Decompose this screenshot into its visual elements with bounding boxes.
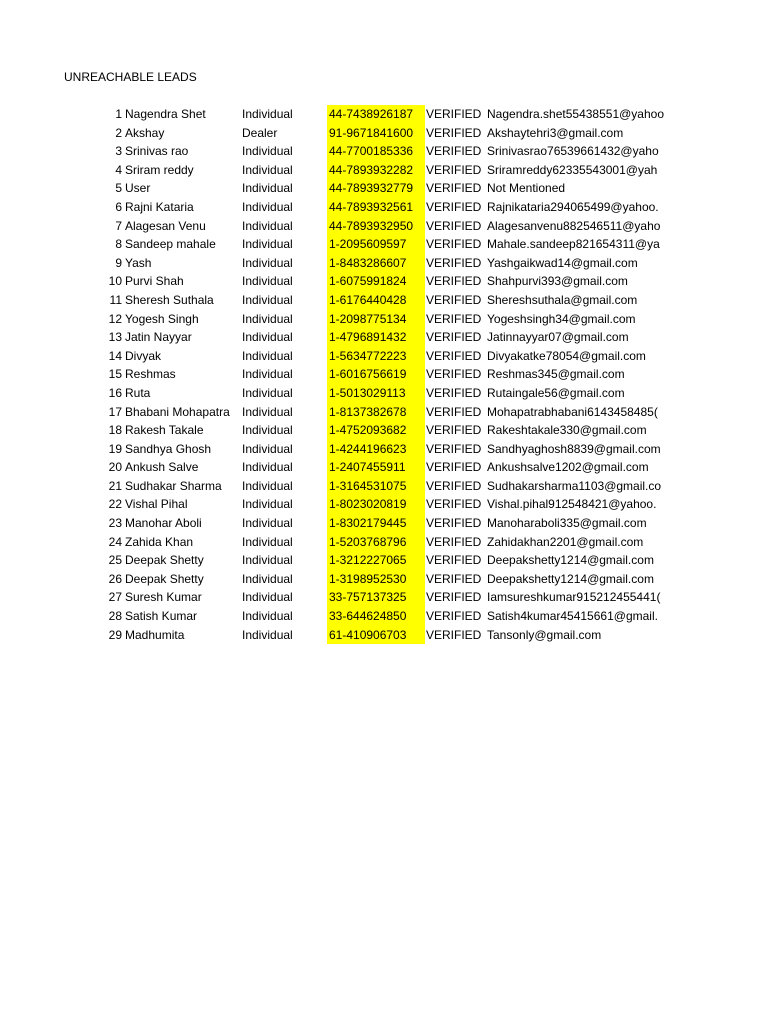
lead-phone: 1-6176440428 xyxy=(327,291,425,310)
lead-email: Rakeshtakale330@gmail.com xyxy=(487,423,647,438)
row-number: 14 xyxy=(108,348,122,363)
table-row xyxy=(0,365,768,384)
lead-name: Divyak xyxy=(125,348,162,363)
row-number: 2 xyxy=(115,125,122,140)
lead-phone: 1-4244196623 xyxy=(327,440,425,459)
row-number: 4 xyxy=(115,162,122,177)
lead-type: Individual xyxy=(242,534,293,549)
lead-email: Iamsureshkumar915212455441( xyxy=(487,590,661,605)
lead-email: Alagesanvenu882546511@yaho xyxy=(487,218,661,233)
lead-phone: 1-8137382678 xyxy=(327,403,425,422)
lead-name: Manohar Aboli xyxy=(125,516,202,531)
lead-status: VERIFIED xyxy=(426,162,482,177)
lead-name: Sriram reddy xyxy=(125,162,194,177)
lead-name: Ankush Salve xyxy=(125,460,199,475)
table-row xyxy=(0,570,768,589)
table-row xyxy=(0,124,768,143)
table-row xyxy=(0,254,768,273)
lead-email: Tansonly@gmail.com xyxy=(487,627,602,642)
lead-name: Jatin Nayyar xyxy=(125,330,192,345)
table-row xyxy=(0,551,768,570)
lead-name: Sandeep mahale xyxy=(125,237,216,252)
lead-type: Individual xyxy=(242,627,293,642)
lead-phone: 1-3212227065 xyxy=(327,551,425,570)
lead-status: VERIFIED xyxy=(426,571,482,586)
lead-email: Srinivasrao76539661432@yaho xyxy=(487,144,659,159)
lead-name: Rakesh Takale xyxy=(125,423,204,438)
lead-status: VERIFIED xyxy=(426,218,482,233)
lead-status: VERIFIED xyxy=(426,107,482,121)
lead-phone: 33-644624850 xyxy=(327,607,425,626)
lead-type: Individual xyxy=(242,385,293,400)
lead-email: Not Mentioned xyxy=(487,181,566,196)
row-number: 8 xyxy=(115,237,122,252)
row-number: 17 xyxy=(108,404,122,419)
lead-type: Individual xyxy=(242,348,293,363)
lead-name: Vishal Pihal xyxy=(125,497,188,512)
table-row xyxy=(0,440,768,459)
lead-email: Divyakatke78054@gmail.com xyxy=(487,348,646,363)
table-row xyxy=(0,607,768,626)
table-row xyxy=(0,198,768,217)
lead-name: Satish Kumar xyxy=(125,609,198,624)
lead-status: VERIFIED xyxy=(426,497,482,512)
lead-email: Manoharaboli335@gmail.com xyxy=(487,516,647,531)
lead-name: Nagendra Shet xyxy=(125,107,206,121)
row-number: 15 xyxy=(108,367,122,382)
lead-status: VERIFIED xyxy=(426,478,482,493)
lead-phone: 1-5013029113 xyxy=(327,384,425,403)
lead-email: Akshaytehri3@gmail.com xyxy=(487,125,624,140)
lead-type: Individual xyxy=(242,274,293,289)
lead-status: VERIFIED xyxy=(426,441,482,456)
lead-status: VERIFIED xyxy=(426,460,482,475)
lead-email: Mohapatrabhabani6143458485( xyxy=(487,404,658,419)
table-row xyxy=(0,161,768,180)
lead-status: VERIFIED xyxy=(426,292,482,307)
table-row xyxy=(0,626,768,645)
table-row xyxy=(0,142,768,161)
lead-email: Rutaingale56@gmail.com xyxy=(487,385,625,400)
row-number: 1 xyxy=(115,107,122,121)
lead-phone: 1-2407455911 xyxy=(327,458,425,477)
lead-type: Individual xyxy=(242,516,293,531)
lead-type: Individual xyxy=(242,404,293,419)
lead-phone: 1-5203768796 xyxy=(327,533,425,552)
lead-status: VERIFIED xyxy=(426,330,482,345)
lead-status: VERIFIED xyxy=(426,237,482,252)
table-row xyxy=(0,514,768,533)
lead-status: VERIFIED xyxy=(426,181,482,196)
row-number: 22 xyxy=(108,497,122,512)
row-number: 5 xyxy=(115,181,122,196)
lead-name: Ruta xyxy=(125,385,151,400)
lead-email: Nagendra.shet55438551@yahoo xyxy=(487,107,664,121)
lead-email: Yashgaikwad14@gmail.com xyxy=(487,255,638,270)
lead-email: Sriramreddy62335543001@yah xyxy=(487,162,658,177)
lead-type: Dealer xyxy=(242,125,278,140)
lead-email: Reshmas345@gmail.com xyxy=(487,367,625,382)
lead-name: User xyxy=(125,181,151,196)
lead-name: Purvi Shah xyxy=(125,274,184,289)
lead-type: Individual xyxy=(242,107,293,121)
lead-email: Deepakshetty1214@gmail.com xyxy=(487,571,654,586)
table-row xyxy=(0,495,768,514)
row-number: 6 xyxy=(115,199,122,214)
lead-phone: 1-8302179445 xyxy=(327,514,425,533)
lead-email: Shahpurvi393@gmail.com xyxy=(487,274,628,289)
lead-type: Individual xyxy=(242,311,293,326)
lead-email: Sandhyaghosh8839@gmail.com xyxy=(487,441,661,456)
lead-type: Individual xyxy=(242,144,293,159)
lead-phone: 1-2095609597 xyxy=(327,235,425,254)
lead-phone: 61-410906703 xyxy=(327,626,425,645)
lead-type: Individual xyxy=(242,181,293,196)
lead-name: Reshmas xyxy=(125,367,176,382)
leads-table xyxy=(0,105,768,644)
lead-type: Individual xyxy=(242,460,293,475)
table-row xyxy=(0,533,768,552)
lead-status: VERIFIED xyxy=(426,255,482,270)
lead-type: Individual xyxy=(242,478,293,493)
lead-status: VERIFIED xyxy=(426,348,482,363)
lead-status: VERIFIED xyxy=(426,423,482,438)
table-row xyxy=(0,458,768,477)
table-row xyxy=(0,217,768,236)
lead-status: VERIFIED xyxy=(426,404,482,419)
row-number: 12 xyxy=(108,311,122,326)
lead-email: Mahale.sandeep821654311@ya xyxy=(487,237,660,252)
row-number: 10 xyxy=(108,274,122,289)
lead-name: Deepak Shetty xyxy=(125,553,204,568)
lead-name: Zahida Khan xyxy=(125,534,194,549)
row-number: 27 xyxy=(108,590,122,605)
lead-name: Sudhakar Sharma xyxy=(125,478,222,493)
lead-status: VERIFIED xyxy=(426,274,482,289)
lead-name: Deepak Shetty xyxy=(125,571,204,586)
lead-status: VERIFIED xyxy=(426,516,482,531)
row-number: 23 xyxy=(108,516,122,531)
lead-type: Individual xyxy=(242,423,293,438)
lead-phone: 1-3198952530 xyxy=(327,570,425,589)
lead-phone: 1-6016756619 xyxy=(327,365,425,384)
lead-email: Vishal.pihal912548421@yahoo. xyxy=(487,497,657,512)
lead-email: Zahidakhan2201@gmail.com xyxy=(487,534,644,549)
row-number: 19 xyxy=(108,441,122,456)
lead-type: Individual xyxy=(242,292,293,307)
lead-status: VERIFIED xyxy=(426,144,482,159)
lead-status: VERIFIED xyxy=(426,609,482,624)
table-row xyxy=(0,477,768,496)
lead-email: Yogeshsingh34@gmail.com xyxy=(487,311,636,326)
lead-phone: 1-3164531075 xyxy=(327,477,425,496)
sheet-title: UNREACHABLE LEADS xyxy=(64,70,197,84)
lead-phone: 1-8483286607 xyxy=(327,254,425,273)
lead-name: Akshay xyxy=(125,125,165,140)
row-number: 13 xyxy=(108,330,122,345)
lead-phone: 91-9671841600 xyxy=(327,124,425,143)
lead-type: Individual xyxy=(242,571,293,586)
row-number: 11 xyxy=(109,292,122,307)
lead-name: Bhabani Mohapatra xyxy=(125,404,230,419)
row-number: 24 xyxy=(108,534,122,549)
lead-name: Sheresh Suthala xyxy=(125,292,214,307)
lead-status: VERIFIED xyxy=(426,199,482,214)
lead-phone: 1-4796891432 xyxy=(327,328,425,347)
lead-phone: 1-6075991824 xyxy=(327,272,425,291)
lead-type: Individual xyxy=(242,199,293,214)
row-number: 7 xyxy=(115,218,122,233)
lead-email: Satish4kumar45415661@gmail. xyxy=(487,609,658,624)
lead-name: Srinivas rao xyxy=(125,144,189,159)
lead-type: Individual xyxy=(242,609,293,624)
lead-type: Individual xyxy=(242,590,293,605)
lead-type: Individual xyxy=(242,553,293,568)
lead-phone: 33-757137325 xyxy=(327,588,425,607)
row-number: 21 xyxy=(108,478,122,493)
row-number: 25 xyxy=(108,553,122,568)
lead-status: VERIFIED xyxy=(426,590,482,605)
row-number: 18 xyxy=(108,423,122,438)
lead-status: VERIFIED xyxy=(426,534,482,549)
lead-type: Individual xyxy=(242,441,293,456)
lead-phone: 44-7893932561 xyxy=(327,198,425,217)
lead-email: Ankushsalve1202@gmail.com xyxy=(487,460,649,475)
row-number: 20 xyxy=(108,460,122,475)
lead-phone: 1-4752093682 xyxy=(327,421,425,440)
lead-type: Individual xyxy=(242,367,293,382)
lead-type: Individual xyxy=(242,162,293,177)
lead-name: Madhumita xyxy=(125,627,185,642)
table-row xyxy=(0,105,768,124)
lead-name: Sandhya Ghosh xyxy=(125,441,212,456)
lead-type: Individual xyxy=(242,497,293,512)
lead-name: Yash xyxy=(125,255,152,270)
table-row xyxy=(0,235,768,254)
table-row xyxy=(0,291,768,310)
lead-status: VERIFIED xyxy=(426,125,482,140)
lead-type: Individual xyxy=(242,218,293,233)
table-row xyxy=(0,421,768,440)
row-number: 16 xyxy=(108,385,122,400)
lead-email: Jatinnayyar07@gmail.com xyxy=(487,330,629,345)
lead-phone: 1-5634772223 xyxy=(327,347,425,366)
lead-email: Deepakshetty1214@gmail.com xyxy=(487,553,654,568)
lead-name: Rajni Kataria xyxy=(125,199,194,214)
lead-name: Suresh Kumar xyxy=(125,590,202,605)
row-number: 29 xyxy=(108,627,122,642)
row-number: 28 xyxy=(108,609,122,624)
table-row xyxy=(0,347,768,366)
lead-status: VERIFIED xyxy=(426,627,482,642)
lead-phone: 44-7893932282 xyxy=(327,161,425,180)
lead-phone: 1-2098775134 xyxy=(327,310,425,329)
lead-type: Individual xyxy=(242,255,293,270)
lead-name: Yogesh Singh xyxy=(125,311,199,326)
row-number: 3 xyxy=(115,144,122,159)
lead-status: VERIFIED xyxy=(426,311,482,326)
table-row xyxy=(0,179,768,198)
lead-status: VERIFIED xyxy=(426,553,482,568)
lead-type: Individual xyxy=(242,237,293,252)
table-row xyxy=(0,310,768,329)
table-row xyxy=(0,588,768,607)
table-row xyxy=(0,272,768,291)
lead-phone: 44-7893932779 xyxy=(327,179,425,198)
row-number: 26 xyxy=(108,571,122,586)
row-number: 9 xyxy=(115,255,122,270)
table-row xyxy=(0,384,768,403)
lead-name: Alagesan Venu xyxy=(125,218,206,233)
table-row xyxy=(0,328,768,347)
lead-email: Shereshsuthala@gmail.com xyxy=(487,292,638,307)
lead-email: Rajnikataria294065499@yahoo. xyxy=(487,199,659,214)
lead-status: VERIFIED xyxy=(426,367,482,382)
lead-phone: 44-7893932950 xyxy=(327,217,425,236)
lead-phone: 44-7700185336 xyxy=(327,142,425,161)
lead-email: Sudhakarsharma1103@gmail.co xyxy=(487,478,662,493)
table-row xyxy=(0,403,768,422)
lead-status: VERIFIED xyxy=(426,385,482,400)
lead-type: Individual xyxy=(242,330,293,345)
lead-phone: 44-7438926187 xyxy=(327,105,425,124)
lead-phone: 1-8023020819 xyxy=(327,495,425,514)
